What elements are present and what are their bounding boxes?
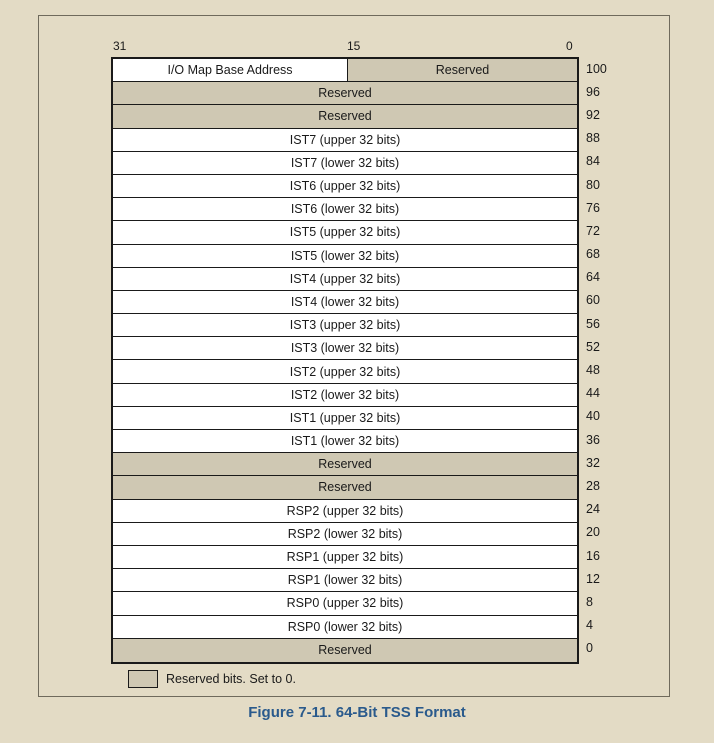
- offset-label: 16: [586, 548, 600, 563]
- bit-label-31: 31: [113, 39, 127, 53]
- tss-row: Reserved: [113, 453, 577, 476]
- legend-text: Reserved bits. Set to 0.: [166, 672, 296, 686]
- tss-row: RSP0 (upper 32 bits): [113, 592, 577, 615]
- offset-label: 56: [586, 316, 600, 331]
- tss-row: Reserved: [113, 476, 577, 499]
- offset-label: 36: [586, 432, 600, 447]
- offset-label: 52: [586, 339, 600, 354]
- tss-row: RSP2 (lower 32 bits): [113, 523, 577, 546]
- offset-label: 24: [586, 502, 600, 517]
- offset-label: 88: [586, 131, 600, 146]
- tss-row: IST2 (upper 32 bits): [113, 360, 577, 383]
- tss-row: IST6 (upper 32 bits): [113, 175, 577, 198]
- tss-row: Reserved: [113, 639, 577, 662]
- tss-row: RSP0 (lower 32 bits): [113, 616, 577, 639]
- offset-label: 4: [586, 618, 593, 633]
- tss-row: IST3 (lower 32 bits): [113, 337, 577, 360]
- legend: [128, 670, 296, 688]
- tss-row: IST5 (upper 32 bits): [113, 221, 577, 244]
- tss-row: RSP2 (upper 32 bits): [113, 500, 577, 523]
- offset-label: 12: [586, 571, 600, 586]
- tss-row: IST4 (upper 32 bits): [113, 268, 577, 291]
- tss-row: IST1 (lower 32 bits): [113, 430, 577, 453]
- tss-table: [111, 57, 579, 664]
- bit-label-15: 15: [347, 39, 361, 53]
- reserved-cell: Reserved: [348, 59, 577, 81]
- io-map-base-address-cell: I/O Map Base Address: [113, 59, 348, 81]
- tss-row: IST6 (lower 32 bits): [113, 198, 577, 221]
- offset-label: 76: [586, 200, 600, 215]
- offset-label: 68: [586, 247, 600, 262]
- offset-label: 40: [586, 409, 600, 424]
- offset-label: 20: [586, 525, 600, 540]
- tss-row: RSP1 (upper 32 bits): [113, 546, 577, 569]
- tss-row: Reserved: [113, 82, 577, 105]
- bit-label-0: 0: [566, 39, 573, 53]
- offset-label: 64: [586, 270, 600, 285]
- tss-row: IST7 (lower 32 bits): [113, 152, 577, 175]
- tss-row: IST3 (upper 32 bits): [113, 314, 577, 337]
- offset-label: 60: [586, 293, 600, 308]
- offset-label: 8: [586, 594, 593, 609]
- figure-caption: Figure 7-11. 64-Bit TSS Format: [248, 704, 466, 721]
- offset-label: 100: [586, 61, 607, 76]
- offset-label: 32: [586, 455, 600, 470]
- offset-label: 44: [586, 386, 600, 401]
- offset-label: 28: [586, 478, 600, 493]
- offset-label: 80: [586, 177, 600, 192]
- offset-label: 96: [586, 84, 600, 99]
- tss-row: IST2 (lower 32 bits): [113, 384, 577, 407]
- offset-label: 92: [586, 107, 600, 122]
- tss-row: IST5 (lower 32 bits): [113, 245, 577, 268]
- tss-row: IST7 (upper 32 bits): [113, 129, 577, 152]
- tss-row-io-map: [113, 59, 577, 82]
- tss-row: IST1 (upper 32 bits): [113, 407, 577, 430]
- offset-label: 0: [586, 641, 593, 656]
- offset-label: 84: [586, 154, 600, 169]
- offset-column: [586, 57, 626, 660]
- tss-row: IST4 (lower 32 bits): [113, 291, 577, 314]
- offset-label: 48: [586, 363, 600, 378]
- tss-row: RSP1 (lower 32 bits): [113, 569, 577, 592]
- legend-reserved-swatch: [128, 670, 158, 688]
- tss-row: Reserved: [113, 105, 577, 128]
- offset-label: 72: [586, 223, 600, 238]
